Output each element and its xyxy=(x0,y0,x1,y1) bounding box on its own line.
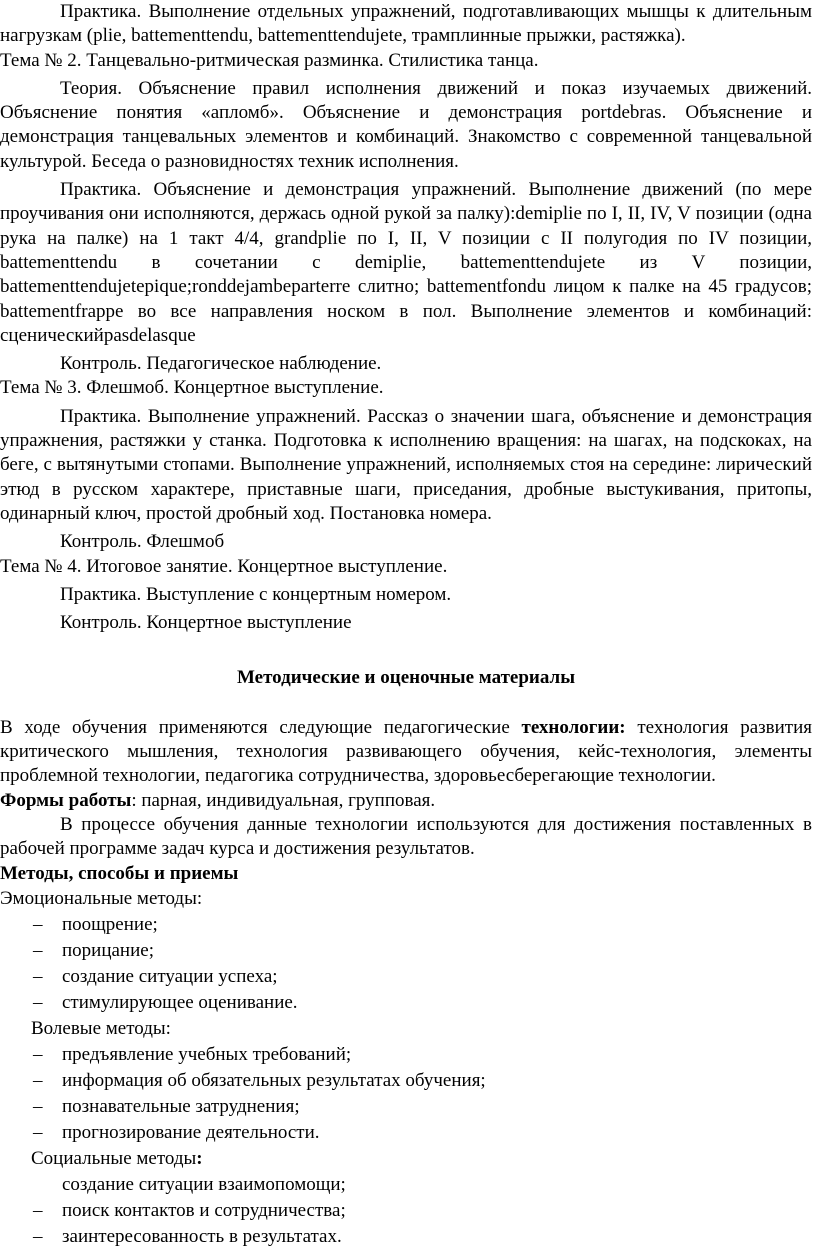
volitional-methods-label: Волевые методы: xyxy=(31,1017,171,1039)
list-item xyxy=(0,990,812,1016)
topic-3-heading: Тема № 3. Флешмоб. Концертное выступление. xyxy=(0,377,384,399)
control-paragraph-2: Контроль. Флешмоб xyxy=(60,531,225,553)
dash-bullet-icon: – xyxy=(33,1095,43,1117)
list-item xyxy=(0,912,812,938)
practice-paragraph-1: Практика. Выполнение отдельных упражнений, подготавливающих мышцы к длительным нагрузкам (plie, battementtendu, battementtendujete, трамплинные прыжки, растяжка). xyxy=(0,1,812,47)
social-methods-list xyxy=(0,1198,812,1250)
social-methods-label xyxy=(0,1146,812,1172)
list-item xyxy=(0,1094,812,1120)
list-item-text: заинтересованность в результатах. xyxy=(62,1225,342,1247)
list-item-text: познавательные затруднения; xyxy=(62,1095,300,1117)
theory-paragraph: Теория. Объяснение правил исполнения движений и показ изучаемых движений. Объяснение понятия «апломб». Объяснение и демонстрация portdebras. Объяснение и демонстрация танцевальных элементов и комбинаций. Знакомство с современной танцевальной культурой. Беседа о разновидностях техник исполнения. xyxy=(0,77,812,172)
section-title: Методические и оценочные материалы xyxy=(236,667,576,689)
list-item-text: поиск контактов и сотрудничества; xyxy=(62,1199,346,1221)
dash-bullet-icon: – xyxy=(33,913,43,935)
list-item-text: стимулирующее оценивание. xyxy=(62,991,298,1013)
dash-bullet-icon: – xyxy=(33,1121,43,1143)
technologies-label: технологии: xyxy=(521,716,626,738)
technologies-paragraph xyxy=(0,716,812,789)
list-item-no-bullet: создание ситуации взаимопомощи; xyxy=(62,1173,346,1195)
work-forms-text: : парная, индивидуальная, групповая. xyxy=(131,789,436,811)
dash-bullet-icon: – xyxy=(33,939,43,961)
list-item xyxy=(0,938,812,964)
work-forms-label: Формы работы xyxy=(0,789,132,811)
social-methods-label-text: Социальные методы xyxy=(31,1147,197,1169)
list-item-text: поощрение; xyxy=(62,913,158,935)
purpose-paragraph: В процессе обучения данные технологии используются для достижения поставленных в рабочей программе задач курса и достижения результатов. xyxy=(0,813,812,860)
list-item xyxy=(0,1198,812,1224)
control-paragraph-1: Контроль. Педагогическое наблюдение. xyxy=(60,353,382,375)
list-item xyxy=(0,1120,812,1146)
topic-4-heading: Тема № 4. Итоговое занятие. Концертное выступление. xyxy=(0,555,448,577)
practice-paragraph-4: Практика. Выступление с концертным номером. xyxy=(60,583,452,605)
list-item-text: прогнозирование деятельности. xyxy=(62,1121,320,1143)
list-item xyxy=(0,1068,812,1094)
dash-bullet-icon: – xyxy=(33,965,43,987)
list-item-text: информация об обязательных результатах обучения; xyxy=(62,1069,486,1091)
list-item-text: предъявление учебных требований; xyxy=(62,1043,352,1065)
dash-bullet-icon: – xyxy=(33,1225,43,1247)
methods-heading: Методы, способы и приемы xyxy=(0,862,239,884)
dash-bullet-icon: – xyxy=(33,1199,43,1221)
topic-2-heading: Тема № 2. Танцевально-ритмическая разминка. Стилистика танца. xyxy=(0,49,539,71)
emotional-methods-label: Эмоциональные методы: xyxy=(0,887,203,909)
list-item xyxy=(0,1042,812,1068)
dash-bullet-icon: – xyxy=(33,1043,43,1065)
dash-bullet-icon: – xyxy=(33,1069,43,1091)
social-methods-label-colon: : xyxy=(196,1147,203,1169)
practice-paragraph-3: Практика. Выполнение упражнений. Рассказ о значении шага, объяснение и демонстрация упражнения, растяжки у станка. Подготовка к исполнению вращения: на шагах, на подскоках, на беге, с вытянутыми стопами. Выполнение упражнений, исполняемых стоя на середине: лирический этюд в русском характере, приставные шаги, приседания, дробные выстукивания, притопы, одинарный ключ, простой дробный ход. Постановка номера. xyxy=(0,405,812,524)
practice-paragraph-2: Практика. Объяснение и демонстрация упражнений. Выполнение движений (по мере проучивания они исполняются, держась одной рукой за палку):demiplie по I, II, IV, V позиции (одна рука на палке) на 1 такт 4/4, grandplie по I, II, V позиции с II полугодия по IV позиции, battementtendu в сочетании с demiplie, battementtendujete из V позиции, battementtendujetepique;ronddejambeparterre слитно; battementfondu лицом к палке на 45 градусов; battementfrappe во все направления носком в пол. Выполнение элементов и комбинаций: сценическийpasdelasque xyxy=(0,179,812,346)
technologies-intro: В ходе обучения применяются следующие педагогические xyxy=(0,716,522,738)
emotional-methods-list xyxy=(0,912,812,1016)
list-item-text: порицание; xyxy=(62,939,154,961)
control-paragraph-3: Контроль. Концертное выступление xyxy=(60,612,352,634)
list-item xyxy=(0,964,812,990)
list-item-text: создание ситуации успеха; xyxy=(62,965,278,987)
dash-bullet-icon: – xyxy=(33,991,43,1013)
volitional-methods-list xyxy=(0,1042,812,1146)
work-forms-paragraph xyxy=(0,789,812,813)
technologies-list: технология развития критического мышления, технология развивающего обучения, кейс-технология, элементы проблемной технологии, педагогика сотрудничества, здоровьесберегающие технологии. xyxy=(0,716,813,787)
